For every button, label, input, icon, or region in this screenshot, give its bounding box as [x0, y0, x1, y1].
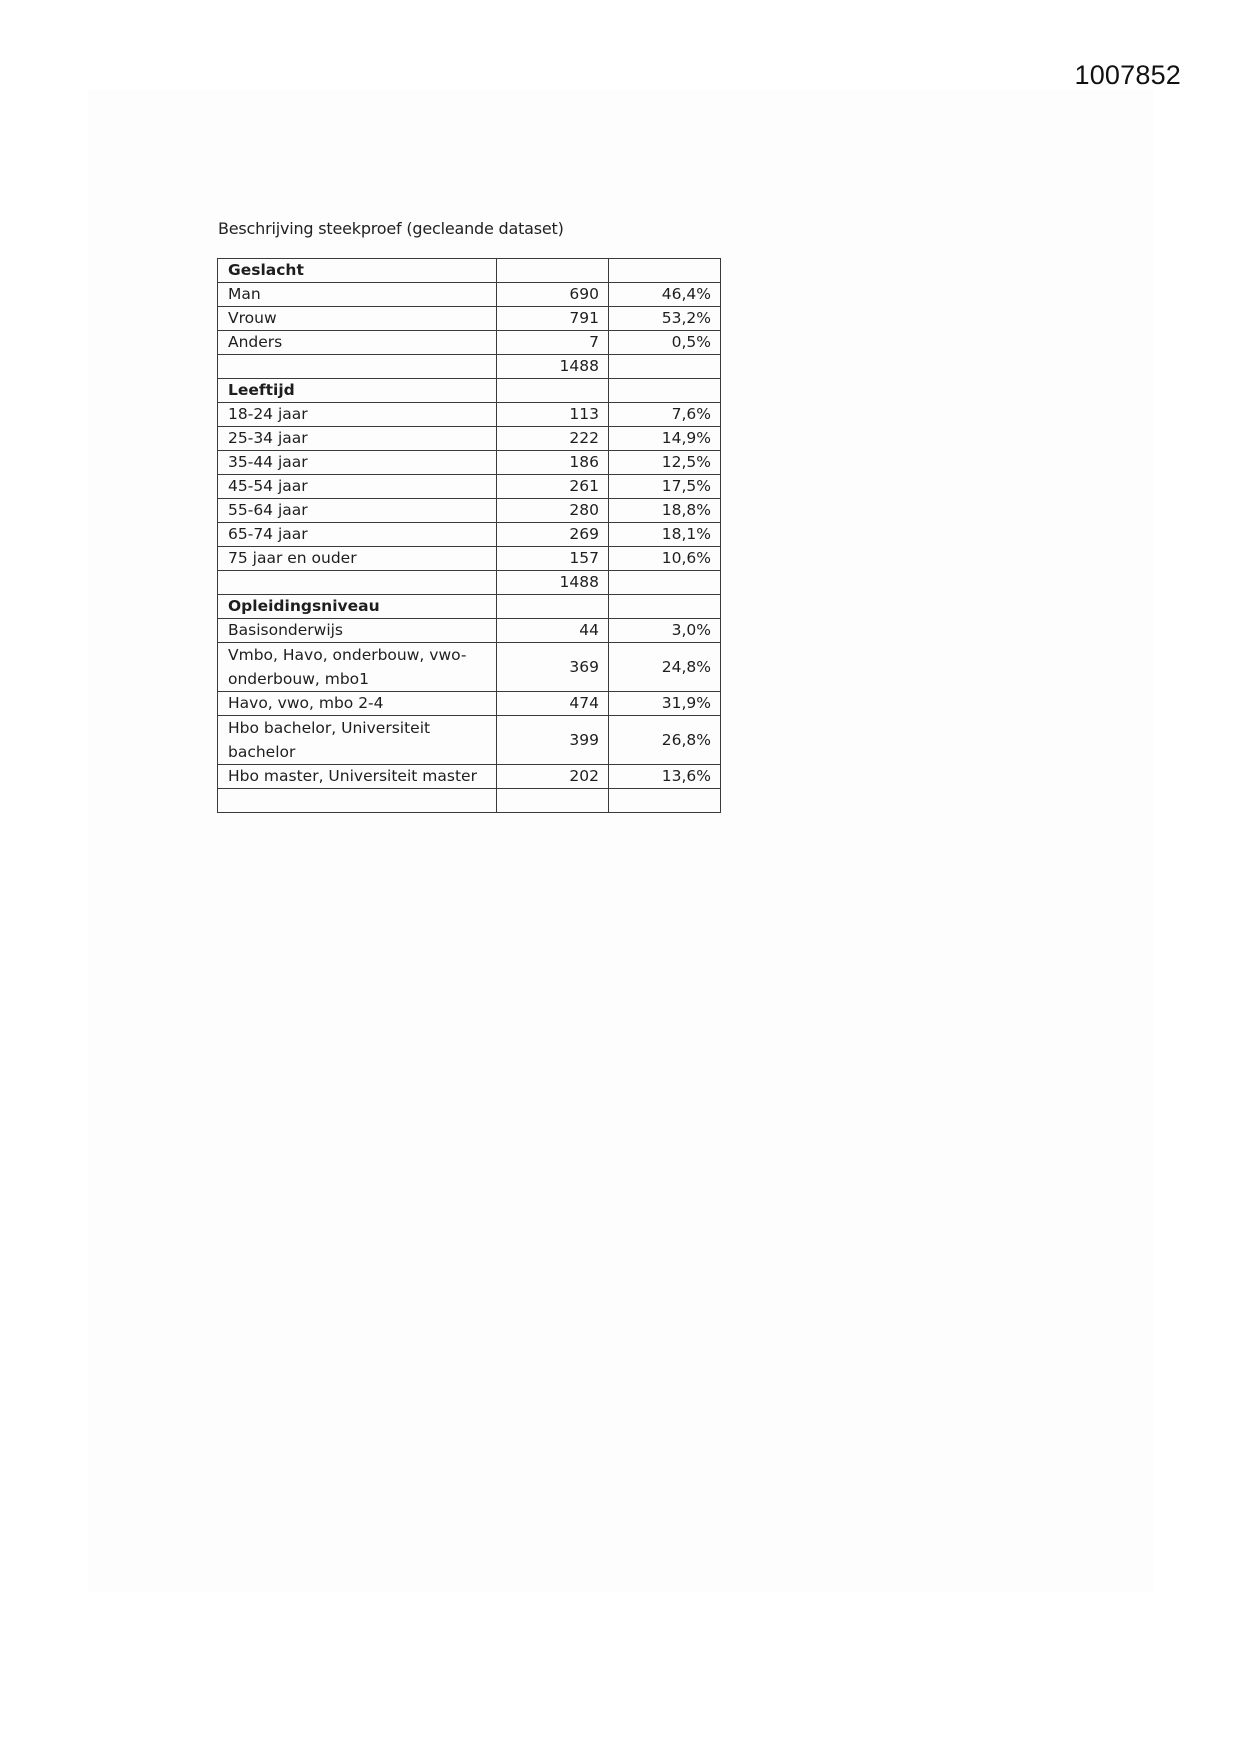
row-percent: 14,9% [609, 427, 721, 451]
table-row [218, 475, 721, 499]
empty-cell [218, 355, 497, 379]
document-id: 1007852 [1074, 60, 1181, 90]
table-row [218, 403, 721, 427]
empty-cell [497, 379, 609, 403]
empty-cell [609, 571, 721, 595]
row-percent: 10,6% [609, 547, 721, 571]
row-percent: 24,8% [609, 643, 721, 692]
row-label: Man [218, 283, 497, 307]
row-label: Basisonderwijs [218, 619, 497, 643]
row-percent: 3,0% [609, 619, 721, 643]
empty-cell [218, 789, 497, 813]
table-row [218, 451, 721, 475]
total-row [218, 571, 721, 595]
row-count: 690 [497, 283, 609, 307]
row-label: 35-44 jaar [218, 451, 497, 475]
row-count: 157 [497, 547, 609, 571]
row-label: Anders [218, 331, 497, 355]
row-label: Havo, vwo, mbo 2-4 [218, 692, 497, 716]
row-percent: 18,1% [609, 523, 721, 547]
empty-cell [218, 571, 497, 595]
row-percent: 26,8% [609, 716, 721, 765]
table-row [218, 307, 721, 331]
section-heading: Opleidingsniveau [218, 595, 497, 619]
total-count: 1488 [497, 571, 609, 595]
row-count: 791 [497, 307, 609, 331]
row-percent: 13,6% [609, 765, 721, 789]
row-label: Hbo bachelor, Universiteit bachelor [218, 716, 497, 765]
empty-cell [609, 379, 721, 403]
empty-cell [609, 789, 721, 813]
row-percent: 0,5% [609, 331, 721, 355]
row-count: 261 [497, 475, 609, 499]
section-heading-row [218, 259, 721, 283]
row-label: Vmbo, Havo, onderbouw, vwo-onderbouw, mbo1 [218, 643, 497, 692]
table-row [218, 765, 721, 789]
row-count: 222 [497, 427, 609, 451]
table-row [218, 643, 721, 692]
row-count: 369 [497, 643, 609, 692]
section-heading: Leeftijd [218, 379, 497, 403]
row-percent: 17,5% [609, 475, 721, 499]
row-count: 399 [497, 716, 609, 765]
table-row [218, 716, 721, 765]
section-heading-row [218, 595, 721, 619]
table-row [218, 499, 721, 523]
row-label: 75 jaar en ouder [218, 547, 497, 571]
table-row [218, 547, 721, 571]
row-label: Vrouw [218, 307, 497, 331]
row-percent: 53,2% [609, 307, 721, 331]
table-row [218, 619, 721, 643]
row-percent: 12,5% [609, 451, 721, 475]
row-count: 202 [497, 765, 609, 789]
row-label: 55-64 jaar [218, 499, 497, 523]
empty-cell [497, 789, 609, 813]
empty-cell [609, 259, 721, 283]
table-caption: Beschrijving steekproef (gecleande dataset) [218, 219, 564, 238]
row-count: 113 [497, 403, 609, 427]
row-label: Hbo master, Universiteit master [218, 765, 497, 789]
empty-cell [609, 595, 721, 619]
row-label: 45-54 jaar [218, 475, 497, 499]
empty-cell [609, 355, 721, 379]
row-label: 18-24 jaar [218, 403, 497, 427]
total-count: 1488 [497, 355, 609, 379]
row-percent: 7,6% [609, 403, 721, 427]
table-row [218, 692, 721, 716]
row-count: 269 [497, 523, 609, 547]
empty-cell [497, 595, 609, 619]
row-count: 474 [497, 692, 609, 716]
row-count: 7 [497, 331, 609, 355]
empty-cell [497, 259, 609, 283]
row-percent: 18,8% [609, 499, 721, 523]
table-row [218, 523, 721, 547]
row-percent: 31,9% [609, 692, 721, 716]
row-count: 44 [497, 619, 609, 643]
table-row [218, 427, 721, 451]
row-count: 280 [497, 499, 609, 523]
sample-description-table [217, 258, 721, 813]
empty-row [218, 789, 721, 813]
row-label: 25-34 jaar [218, 427, 497, 451]
total-row [218, 355, 721, 379]
section-heading: Geslacht [218, 259, 497, 283]
table-row [218, 283, 721, 307]
row-percent: 46,4% [609, 283, 721, 307]
table-row [218, 331, 721, 355]
section-heading-row [218, 379, 721, 403]
row-count: 186 [497, 451, 609, 475]
row-label: 65-74 jaar [218, 523, 497, 547]
